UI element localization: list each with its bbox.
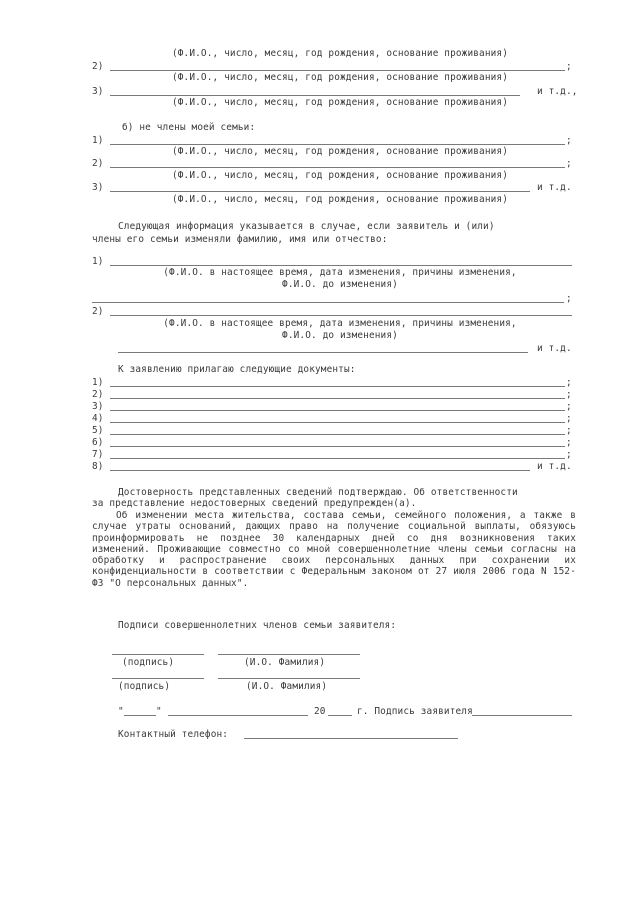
row-number: 8) — [92, 461, 104, 472]
date-quote-open: " — [118, 706, 124, 717]
confirm-text: Достоверность представленных сведений подтверждаю. Об ответственности — [118, 487, 518, 498]
semicolon: ; — [566, 61, 572, 72]
etc-label: и т.д. — [537, 343, 572, 354]
semicolon: ; — [566, 449, 572, 460]
fill-line[interactable] — [110, 167, 565, 168]
row-number: 1) — [92, 377, 104, 388]
fill-line[interactable] — [110, 446, 565, 447]
fill-line[interactable] — [110, 315, 572, 316]
name-caption: (И.О. Фамилия) — [244, 657, 326, 668]
fill-line[interactable] — [92, 302, 564, 303]
name-line[interactable] — [218, 678, 360, 679]
etc-label: и т.д. — [537, 461, 572, 472]
change-caption: (Ф.И.О. в настоящее время, дата изменения, причины изменения, — [163, 318, 517, 329]
fill-line[interactable] — [110, 95, 520, 96]
fio-caption: (Ф.И.О., число, месяц, год рождения, основание проживания) — [171, 72, 509, 83]
fill-line[interactable] — [110, 398, 565, 399]
fio-caption: (Ф.И.О., число, месяц, год рождения, основание проживания) — [171, 97, 509, 108]
fill-line[interactable] — [110, 265, 572, 266]
fio-caption: (Ф.И.О., число, месяц, год рождения, основание проживания) — [171, 48, 509, 59]
phone-label: Контактный телефон: — [118, 729, 229, 740]
non-family-heading: б) не члены моей семьи: — [122, 122, 256, 133]
semicolon: ; — [566, 401, 572, 412]
day-field[interactable] — [124, 715, 156, 716]
row-number: 7) — [92, 449, 104, 460]
fill-line[interactable] — [110, 470, 530, 471]
name-line[interactable] — [218, 654, 360, 655]
row-number: 2) — [92, 389, 104, 400]
fill-line[interactable] — [110, 386, 565, 387]
month-field[interactable] — [168, 715, 308, 716]
etc-label: и т.д. — [537, 182, 572, 193]
attach-heading: К заявлению прилагаю следующие документы: — [118, 364, 356, 375]
name-change-intro: Следующая информация указывается в случае, если заявитель и (или) — [118, 221, 495, 232]
semicolon: ; — [566, 389, 572, 400]
name-caption: (И.О. Фамилия) — [246, 681, 328, 692]
obligation-paragraph: Об изменении места жительства, состава семьи, семейного положения, а также в случае утраты оснований, дающих право на получение социальной выплаты, обязуюсь проинформировать не позднее 30 календарных дней со дня возникновения таких изменений. Проживающие совместно со мной совершеннолетние члены семьи согласны на обработку и распространение своих персональных данных при сохранении их конфиденциальности в соответствии с Федеральным законом от 27 июля 2006 года N 152-ФЗ "О персональных данных". — [92, 510, 576, 589]
fill-line[interactable] — [110, 458, 565, 459]
year-prefix: 20 — [314, 706, 326, 717]
name-change-intro: члены его семьи изменяли фамилию, имя или отчество: — [92, 234, 388, 245]
fill-line[interactable] — [110, 422, 565, 423]
row-number: 2) — [92, 61, 104, 72]
row-number: 3) — [92, 86, 104, 97]
fill-line[interactable] — [110, 144, 565, 145]
row-number: 6) — [92, 437, 104, 448]
row-number: 1) — [92, 135, 104, 146]
semicolon: ; — [566, 135, 572, 146]
applicant-signature-label: г. Подпись заявителя — [357, 706, 473, 717]
fill-line[interactable] — [118, 352, 528, 353]
etc-label: и т.д., — [537, 86, 578, 97]
row-number: 5) — [92, 425, 104, 436]
fio-caption: (Ф.И.О., число, месяц, год рождения, основание проживания) — [171, 146, 509, 157]
applicant-signature-line[interactable] — [472, 715, 572, 716]
signature-line[interactable] — [112, 678, 204, 679]
fio-caption: (Ф.И.О., число, месяц, год рождения, основание проживания) — [171, 170, 509, 181]
change-caption: Ф.И.О. до изменения) — [282, 330, 398, 341]
fio-caption: (Ф.И.О., число, месяц, год рождения, основание проживания) — [171, 194, 509, 205]
adult-signatures-heading: Подписи совершеннолетних членов семьи заявителя: — [118, 620, 397, 631]
row-number: 1) — [92, 256, 104, 267]
semicolon: ; — [566, 425, 572, 436]
change-caption: (Ф.И.О. в настоящее время, дата изменения, причины изменения, — [163, 267, 517, 278]
confirm-text: за представление недостоверных сведений предупрежден(а). — [92, 498, 417, 509]
fill-line[interactable] — [110, 70, 565, 71]
semicolon: ; — [566, 377, 572, 388]
row-number: 2) — [92, 306, 104, 317]
year-field[interactable] — [328, 715, 352, 716]
date-quote-close: " — [156, 706, 162, 717]
row-number: 3) — [92, 182, 104, 193]
semicolon: ; — [566, 158, 572, 169]
semicolon: ; — [566, 413, 572, 424]
sig-caption: (подпись) — [122, 657, 175, 668]
phone-field[interactable] — [244, 738, 458, 739]
fill-line[interactable] — [110, 191, 530, 192]
semicolon: ; — [566, 293, 572, 304]
semicolon: ; — [566, 437, 572, 448]
fill-line[interactable] — [110, 434, 565, 435]
change-caption: Ф.И.О. до изменения) — [282, 279, 398, 290]
signature-line[interactable] — [112, 654, 204, 655]
row-number: 2) — [92, 158, 104, 169]
row-number: 3) — [92, 401, 104, 412]
row-number: 4) — [92, 413, 104, 424]
sig-caption: (подпись) — [118, 681, 171, 692]
fill-line[interactable] — [110, 410, 565, 411]
